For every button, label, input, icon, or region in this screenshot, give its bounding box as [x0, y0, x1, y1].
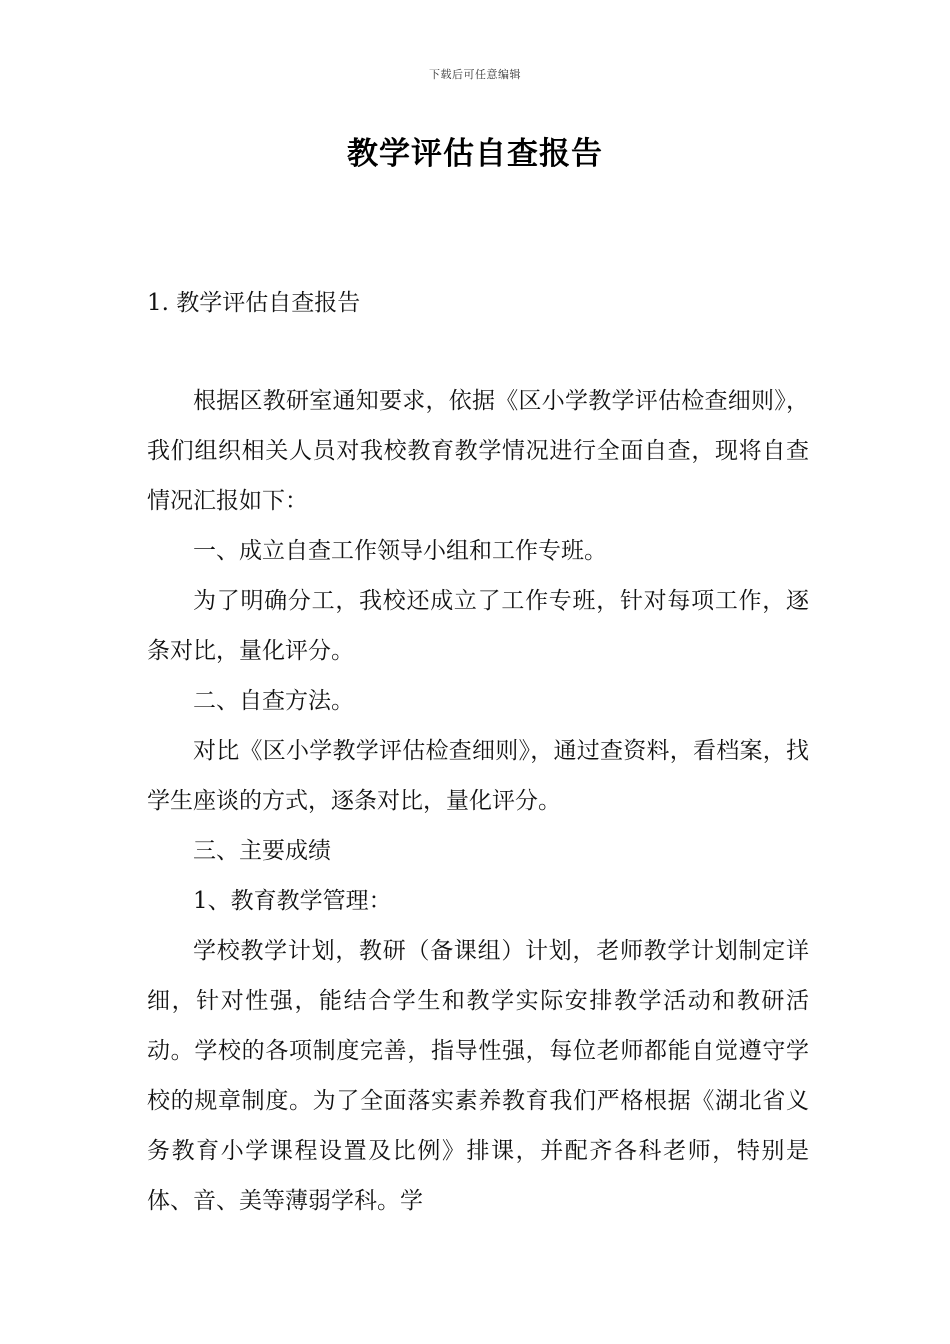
- paragraph-heading-2: 二、自查方法。: [193, 688, 354, 714]
- paragraph-method: 对比《区小学教学评估检查细则》，通过查资料，看档案，找学生座谈的方式，逐条对比，量化评分。: [147, 738, 809, 814]
- paragraph-work-team: 为了明确分工，我校还成立了工作专班，针对每项工作，逐条对比，量化评分。: [147, 588, 809, 664]
- paragraph-heading-3: 三、主要成绩: [193, 838, 331, 864]
- paragraph-intro: 根据区教研室通知要求，依据《区小学教学评估检查细则》，我们组织相关人员对我校教育教学情况进行全面自查，现将自查情况汇报如下：: [147, 388, 809, 514]
- section-heading: 1. 教学评估自查报告: [147, 290, 361, 316]
- header-note: 下载后可任意编辑: [429, 68, 521, 81]
- document-title: 教学评估自查报告: [347, 136, 603, 172]
- paragraph-management: 学校教学计划，教研（备课组）计划，老师教学计划制定详细，针对性强，能结合学生和教学实际安排教学活动和教研活动。学校的各项制度完善，指导性强，每位老师都能自觉遵守学校的规章制度。为了全面落实素养教育我们严格根据《湖北省义务教育小学课程设置及比例》排课，并配齐各科老师，特别是体、音、美等薄弱学科。学: [147, 938, 809, 1214]
- paragraph-subheading-1: 1、教育教学管理：: [193, 888, 392, 914]
- body-text: [147, 376, 809, 1226]
- paragraph-heading-1: 一、成立自查工作领导小组和工作专班。: [193, 538, 607, 564]
